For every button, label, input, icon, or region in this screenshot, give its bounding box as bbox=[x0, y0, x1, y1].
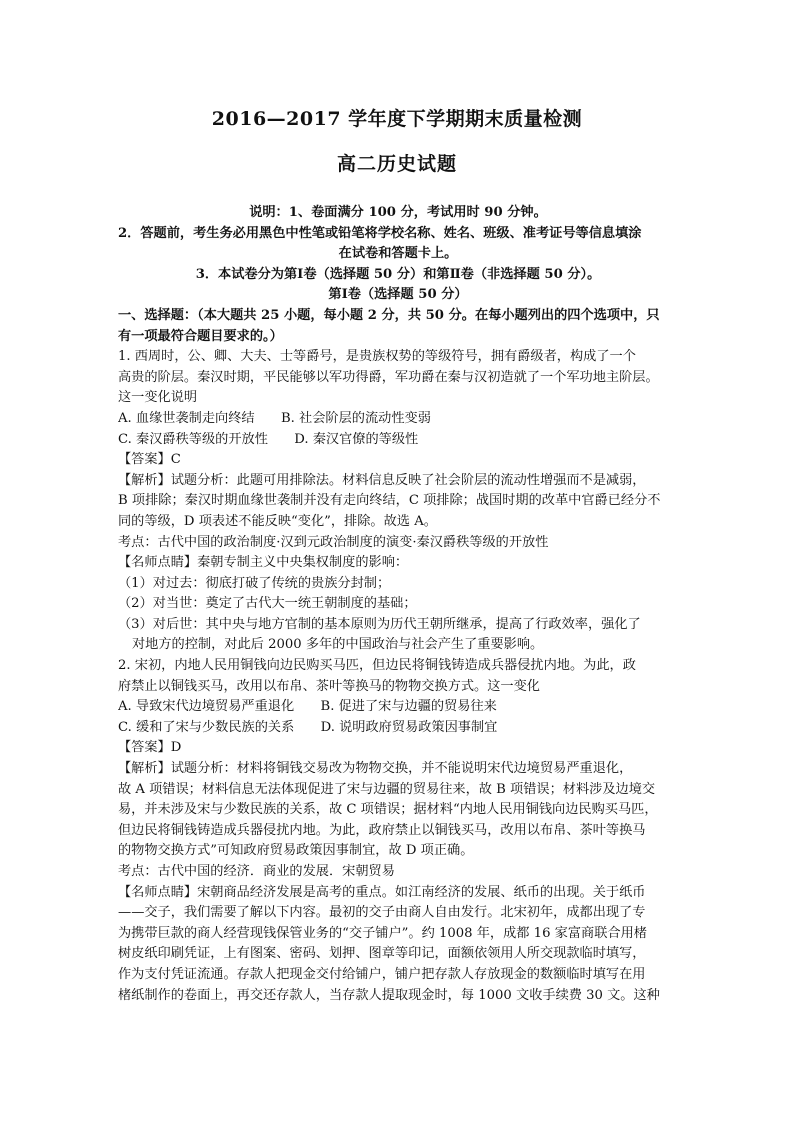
tip-text: 作为支付凭证流通。存款人把现金交付给铺户，铺户把存款人存放现金的数额临时填写在用 bbox=[118, 966, 646, 982]
tip-text: （3）对后世：其中央与地方官制的基本原则为历代王朝所继承，提高了行政效率，强化了 bbox=[118, 616, 641, 632]
answer-option: C. 缓和了宋与少数民族的关系 D. 说明政府贸易政策因事制宜 bbox=[118, 719, 498, 735]
tip-text: 树皮纸印刷凭证，上有图案、密码、划押、图章等印记，面额依领用人所交现款临时填写， bbox=[118, 946, 646, 962]
analysis-text: 【解析】试题分析：此题可用排除法。材料信息反映了社会阶层的流动性增强而不是减弱， bbox=[118, 472, 646, 488]
exam-title: 2016—2017 学年度下学期期末质量检测 bbox=[211, 108, 583, 130]
instruction-line: 一、选择题：（本大题共 25 小题，每小题 2 分，共 50 分。在每小题列出的四个选项中，只 bbox=[118, 307, 660, 323]
answer-option: C. 秦汉爵秩等级的开放性 D. 秦汉官僚的等级性 bbox=[118, 431, 419, 447]
question-text: 府禁止以铜钱买马，改用以布帛、茶叶等换马的物物交换方式。这一变化 bbox=[118, 678, 540, 694]
instruction-line: 在试卷和答题卡上。 bbox=[338, 246, 458, 262]
analysis-text: 故 A 项错误；材料信息无法体现促进了宋与边疆的贸易往来，故 B 项错误；材料涉及边境交 bbox=[118, 781, 656, 797]
analysis-text: 的物物交换方式”可知政府贸易政策因事制宜，故 D 项正确。 bbox=[118, 843, 474, 859]
tip-text: （1）对过去：彻底打破了传统的贵族分封制； bbox=[118, 575, 391, 591]
tip-text: （2）对当世：奠定了古代大一统王朝制度的基础； bbox=[118, 596, 417, 612]
topic-text: 考点：古代中国的政治制度·汉到元政治制度的演变·秦汉爵秩等级的开放性 bbox=[118, 534, 549, 550]
tip-text: 为携带巨款的商人经营现钱保管业务的“交子铺户”。约 1008 年，成都 16 家富商联合用楮 bbox=[118, 925, 647, 941]
instruction-line: 有一项最符合题目要求的。） bbox=[118, 328, 283, 344]
question-text: 2. 宋初，内地人民用铜钱向边民购买马匹，但边民将铜钱铸造成兵器侵扰内地。为此，政 bbox=[118, 658, 636, 674]
document-body bbox=[118, 203, 678, 1006]
answer-key: 【答案】D bbox=[118, 740, 182, 756]
exam-subtitle: 高二历史试题 bbox=[336, 153, 457, 175]
analysis-text: 同的等级，D 项表述不能反映“变化”，排除。故选 A。 bbox=[118, 513, 437, 529]
tip-text: 【名师点睛】宋朝商品经济发展是高考的重点。如江南经济的发展、纸币的出现。关于纸币 bbox=[118, 884, 646, 900]
answer-key: 【答案】C bbox=[118, 452, 181, 468]
tip-text: 楮纸制作的卷面上，再交还存款人，当存款人提取现金时，每 1000 文收手续费 30 文。这种 bbox=[118, 987, 660, 1003]
question-text: 高贵的阶层。秦汉时期，平民能够以军功得爵，军功爵在秦与汉初造就了一个军功地主阶层。 bbox=[118, 369, 659, 385]
tip-text: ——交子，我们需要了解以下内容。最初的交子由商人自由发行。北宋初年，成都出现了专 bbox=[118, 905, 646, 921]
answer-option: A. 导致宋代边境贸易严重退化 B. 促进了宋与边疆的贸易往来 bbox=[118, 699, 497, 715]
instruction-line: 说明：1、卷面满分 100 分，考试用时 90 分钟。 bbox=[249, 205, 547, 220]
tip-text: 对地方的控制，对此后 2000 多年的中国政治与社会产生了重要影响。 bbox=[132, 637, 544, 653]
instruction-line: 3．本试卷分为第Ⅰ卷（选择题 50 分）和第Ⅱ卷（非选择题 50 分）。 bbox=[195, 266, 601, 282]
analysis-text: 【解析】试题分析：材料将铜钱交易改为物物交换，并不能说明宋代边境贸易严重退化， bbox=[118, 761, 633, 777]
instruction-line: 2．答题前，考生务必用黑色中性笔或铅笔将学校名称、姓名、班级、准考证号等信息填涂 bbox=[118, 225, 642, 241]
section-heading: 第Ⅰ卷（选择题 50 分） bbox=[328, 287, 468, 303]
question-text: 1. 西周时，公、卿、大夫、士等爵号，是贵族权势的等级符号，拥有爵级者，构成了一个 bbox=[118, 349, 636, 365]
analysis-text: B 项排除；秦汉时期血缘世袭制并没有走向终结，C 项排除；战国时期的改革中官爵已经分不 bbox=[118, 493, 661, 509]
tip-text: 【名师点睛】秦朝专制主义中央集权制度的影响： bbox=[118, 555, 409, 571]
analysis-text: 易，并未涉及宋与少数民族的关系，故 C 项错误；据材料“内地人民用铜钱向边民购买马匹， bbox=[118, 802, 658, 818]
answer-option: A. 血缘世袭制走向终结 B. 社会阶层的流动性变弱 bbox=[118, 410, 431, 426]
analysis-text: 但边民将铜钱铸造成兵器侵扰内地。为此，政府禁止以铜钱买马，改用以布帛、茶叶等换马 bbox=[118, 822, 646, 838]
topic-text: 考点：古代中国的经济．商业的发展．宋朝贸易 bbox=[118, 864, 395, 879]
question-text: 这一变化说明 bbox=[118, 390, 198, 406]
